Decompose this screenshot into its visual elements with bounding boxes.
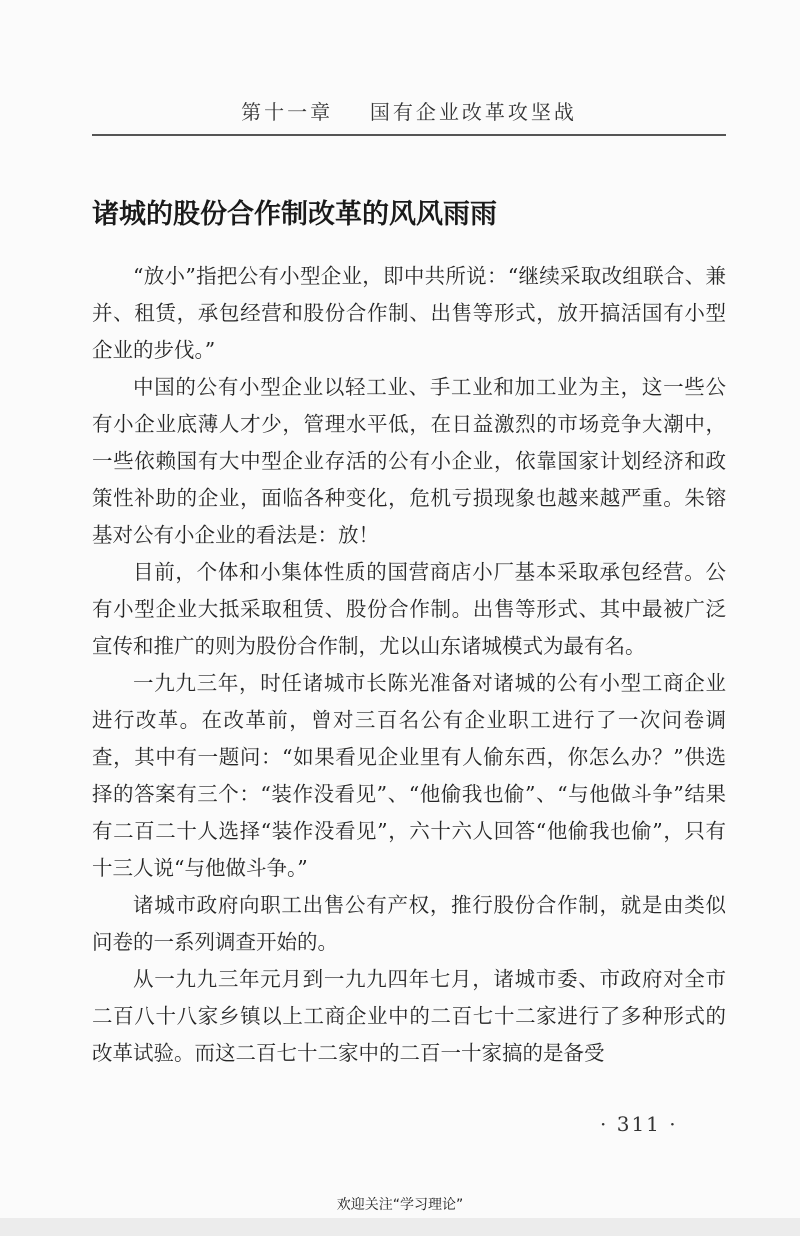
section-title: 诸城的股份合作制改革的风风雨雨: [92, 199, 497, 230]
chapter-title: 国有企业改革攻坚战: [369, 100, 577, 124]
paragraph: 从一九九三年元月到一九九四年七月，诸城市委、市政府对全市二百八十八家乡镇以上工商企业中的二百七十二家进行了多种形式的改革试验。而这二百七十二家中的二百一十家搞的是备受: [92, 967, 726, 1065]
paragraph: 一九九三年，时任诸城市长陈光准备对诸城的公有小型工商企业进行改革。在改革前，曾对三百名公有企业职工进行了一次问卷调查，其中有一题问：“如果看见企业里有人偷东西，你怎么办？”供选择的答案有三个：“装作没看见”、“他偷我也偷”、“与他做斗争”结果有二百二十人选择“装作没看见”，六十六人回答“他偷我也偷”，只有十三人说“与他做斗争。”: [92, 671, 726, 880]
paragraph: 诸城市政府向职工出售公有产权，推行股份合作制，就是由类似问卷的一系列调查开始的。: [92, 893, 726, 954]
paragraph: 中国的公有小型企业以轻工业、手工业和加工业为主，这一些公有小企业底薄人才少，管理水平低，在日益激烈的市场竞争大潮中，一些依赖国有大中型企业存活的公有小企业，依靠国家计划经济和政策性补助的企业，面临各种变化，危机亏损现象也越来越严重。朱镕基对公有小企业的看法是：放！: [92, 375, 726, 547]
paragraph: “放小”指把公有小型企业，即中共所说：“继续采取改组联合、兼并、租赁，承包经营和股份合作制、出售等形式，放开搞活国有小型企业的步伐。”: [92, 264, 726, 362]
paragraph: 目前，个体和小集体性质的国营商店小厂基本采取承包经营。公有小型企业大抵采取租赁、股份合作制。出售等形式、其中最被广泛宣传和推广的则为股份合作制，尤以山东诸城模式为最有名。: [92, 560, 726, 658]
body-text: [92, 258, 726, 1072]
page-number: · 311 ·: [600, 1112, 678, 1136]
footer-note: 欢迎关注“学习理论”: [336, 1197, 464, 1213]
running-header: [92, 96, 726, 125]
chapter-number: 第十一章: [241, 100, 334, 124]
header-rule: [92, 134, 726, 136]
scan-bottom-band: [0, 1218, 800, 1236]
